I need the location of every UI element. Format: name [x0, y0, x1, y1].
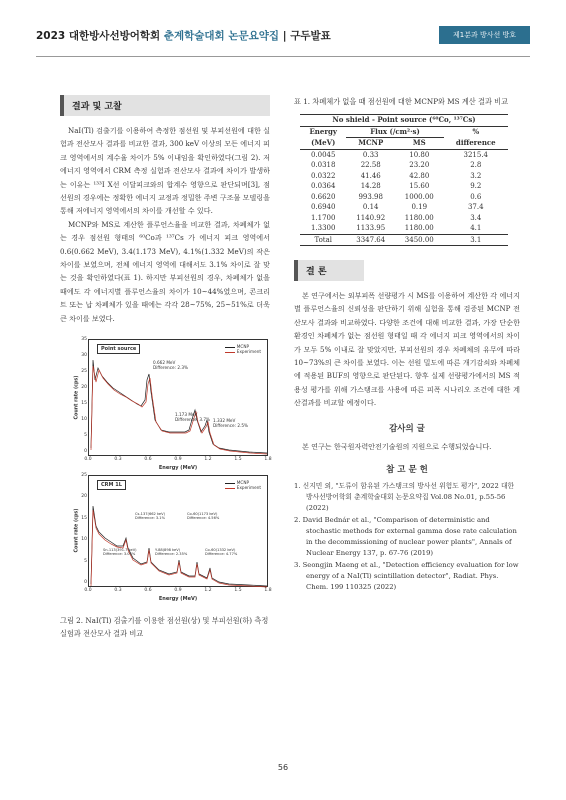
xtick: 0.6 [144, 588, 152, 594]
table-cell: 3.4 [470, 213, 482, 222]
xtick: 1.2 [204, 588, 212, 594]
section-tag: 제1분과 방사선 방호 [439, 26, 530, 44]
table-cell: 9.2 [470, 182, 482, 190]
figure-bottom-annotation-2: Co-60(1173 keV) Difference: 4.56% [187, 512, 220, 521]
xtick: 1.8 [264, 588, 272, 594]
table-header-flux: Flux (/cm²·s) [346, 126, 443, 138]
xtick: 0.3 [114, 588, 122, 594]
header-title-prefix: 2023 대한방사선방어학회 [36, 30, 164, 42]
figure-bottom-annotation-1: Cs-137(662 keV) Difference: 3.1% [135, 512, 166, 521]
figure-bottom-legend [225, 480, 261, 490]
figure-bottom-plot [74, 473, 268, 587]
table-cell: 3215.4 [463, 150, 489, 159]
table-cell: 1133.95 [356, 224, 386, 232]
table-row [300, 213, 508, 224]
table-cell: 41.46 [360, 171, 381, 180]
figure-bottom-ylabel: Count rate (cps) [74, 508, 80, 553]
xtick: 1.8 [264, 457, 272, 463]
refs-heading: 참 고 문 헌 [386, 465, 428, 476]
xtick: 1.5 [234, 588, 242, 594]
page-header [36, 26, 530, 46]
ytick: 25 [81, 369, 87, 375]
reference-list [294, 481, 520, 593]
ytick: 0 [84, 580, 87, 586]
table-cell: 1000.00 [404, 192, 434, 201]
table-header-energy: Energy [309, 126, 337, 136]
xtick: 0.0 [84, 457, 92, 463]
figure-bottom-box-label: CRM 1L [97, 480, 126, 490]
table-cell: 993.98 [358, 192, 383, 201]
table-cell: 1180.00 [404, 213, 434, 222]
mcnp-curve-top [91, 360, 267, 453]
table-cell: 0.0045 [310, 150, 336, 159]
figure-top-xticks [84, 456, 272, 465]
legend-exp-bottom [225, 485, 261, 490]
xtick: 0.3 [114, 457, 122, 463]
legend-exp-top-label: Experiment [236, 349, 261, 355]
ytick: 20 [81, 385, 87, 391]
legend-mcnp-top-label: MCNP [236, 344, 249, 350]
table-row [300, 202, 508, 213]
xtick: 0.6 [144, 457, 152, 463]
header-title-suffix: | 구두발표 [279, 30, 331, 42]
table-header-pct: % [472, 126, 480, 136]
table-cell: 42.80 [409, 171, 430, 180]
ytick: 10 [81, 417, 87, 423]
header-divider [36, 56, 530, 57]
ytick: 15 [81, 515, 87, 521]
reference-item: 3. Seongjin Maeng et al., "Detection efficiency evaluation for low energy of a NaI(Tl) scintillation detector", Radiat. Phys. Chem. 199 110325 (2022) [294, 561, 519, 592]
table-row [300, 223, 508, 234]
table-cell: 0.6620 [310, 192, 336, 201]
table-header-diff: difference [444, 138, 508, 150]
table-cell: 3.2 [470, 171, 482, 180]
figure-top-legend [225, 344, 261, 354]
figure-bottom-xlabel: Energy (MeV) [158, 596, 198, 603]
table-cell: 4.1 [470, 224, 482, 232]
table-cell: 3450.00 [395, 234, 444, 246]
legend-mcnp-bottom-label: MCNP [236, 480, 249, 486]
table-cell: 15.60 [409, 182, 430, 190]
experiment-curve-top [91, 366, 267, 454]
figure-top-xlabel: Energy (MeV) [158, 465, 198, 472]
table-title: No shield - Point source (⁶⁰Co, ¹³⁷Cs) [300, 115, 508, 127]
table-cell: 2.8 [470, 161, 482, 169]
reference-item: 1. 신지민 외, "도류이 함유된 가스탱크의 방사선 위험도 평가", 2022 대한방사선방어학회 춘계학술대회 논문요약집 Vol.08 No.01, p.55-56 (2022) [294, 482, 515, 513]
table-cell: 0.0364 [310, 182, 336, 190]
table-cell: 0.0322 [310, 171, 336, 180]
conclusion-heading: 결 론 [294, 260, 364, 281]
table-cell: 37.4 [467, 203, 484, 211]
figure-top-annotation-3: 1.332 MeV Difference: 2.5% [213, 418, 248, 429]
table-row [300, 192, 508, 203]
figure-top-svg [89, 340, 269, 457]
table-cell: 3347.64 [346, 234, 395, 246]
header-title [36, 28, 331, 43]
table-header-ms: MS [395, 138, 444, 150]
ytick: 35 [81, 337, 87, 343]
table-row [300, 181, 508, 192]
ytick: 15 [81, 401, 87, 407]
results-paragraph-2: MCNP와 MS로 계산한 플루언스율을 비교한 결과, 차폐체가 없는 경우 점선원 형태의 ⁶⁰Co과 ¹³⁷Cs 가 에너지 피크 영역에서 0.6(0.662 MeV), 3.4(1.173 MeV), 4.1%(1.332 MeV)의 작은 차이를 보였으며, 전체 에너지 영역에 대해서도 3.1% 차이로 잘 맞는 것을 확인하였다(표 1). 하지만 부피선원의 경우, 차폐체가 없을 때에도 각 에너지별 플루언스율의 차이가 10~44%였으며, 콘크리트 또는 납 차폐체가 있을 때에는 각각 28~75%, 25~51%로 더욱 큰 차이를 보였다. [60, 219, 270, 323]
page-number: 56 [277, 763, 289, 772]
figure-bottom-annotation-3: Sn-113(391.7 keV) Difference: 3.05% [103, 548, 137, 557]
table-row [300, 149, 508, 160]
ack-heading: 감사의 글 [389, 423, 425, 434]
ytick: 5 [84, 558, 87, 564]
figure-top-plot [74, 337, 268, 456]
table-cell: 0.19 [411, 203, 428, 211]
xtick: 0.9 [174, 457, 182, 463]
figure-bottom-xticks [84, 587, 272, 596]
table-cell: 1180.00 [404, 224, 434, 232]
legend-exp-top [225, 349, 261, 354]
table-header-mcnp: MCNP [346, 138, 395, 150]
table-row [300, 171, 508, 182]
figure-top [60, 339, 270, 471]
table-cell: 1140.92 [356, 213, 386, 222]
legend-exp-bottom-label: Experiment [236, 485, 261, 491]
ytick: 25 [81, 473, 87, 479]
figure-top-box-label: Point source [97, 344, 140, 354]
mcnp-curve-bottom [91, 506, 267, 586]
table-cell: 1.3300 [310, 224, 336, 232]
table-cell: 3.1 [444, 234, 508, 246]
table-cell: 0.6940 [310, 203, 336, 211]
table-cell: 0.6 [470, 192, 482, 201]
table-cell: Total [300, 234, 346, 246]
ytick: 5 [84, 433, 87, 439]
xtick: 0.0 [84, 588, 92, 594]
table-cell: 1.1700 [310, 213, 336, 222]
xtick: 0.9 [174, 588, 182, 594]
conclusion-paragraph: 본 연구에서는 외부피폭 선량평가 시 MS를 이용하여 계산한 각 에너지별 플루언스율의 신뢰성을 판단하기 위해 실험을 통해 검증된 MCNP 전산모사 결과와 비교하였다. 다양한 조건에 대해 비교한 결과, 가장 단순한 환경인 차폐체가 없는 점선원 형태일 때 각 에너지 피크 영역에서의 차이가 모두 5% 이내로 잘 맞았지만, 부피선원의 경우 차폐체의 유무에 따라 10~73%의 큰 차이를 보였다. 이는 선원 밀도에 따른 개기감쇠와 차폐체에 적용된 BUF의 영향으로 판단된다. 향후 실제 선량평가에서의 MS 적용성 평가를 위해 가스탱크를 사용에 따른 피폭 시나리오 조건에 대한 계산결과를 비교할 예정이다. [294, 291, 520, 408]
results-paragraph-1: NaI(Tl) 검출기를 이용하여 측정한 점선원 및 부피선원에 대한 실험과 전산모사 결과를 비교한 결과, 300 keV 이상의 모든 에너지 피크 영역에서의 계수율 차이가 5% 이내임을 확인하였다(그림 2). 저에너지 영역에서 CRM 측정 실험과 전산모사 결과에 차이가 발생하는 이유는 ¹³³I X선 이달피크와의 합계수 영향으로 판단되며[3], 점선원의 경우에는 정확한 에너지 교정과 정밀한 주변 구조물 모델링을 통해 저에너지 영역에서의 차이를 개선할 수 있다. [60, 126, 270, 216]
xtick: 1.5 [234, 457, 242, 463]
table-cell: 22.58 [360, 161, 381, 169]
table-row [300, 160, 508, 171]
comparison-table [300, 114, 508, 246]
reference-item: 2. David Bednár et al., "Comparison of deterministic and stochastic methods for external gamma dose rate calculation in the decommissioning of nuclear power plants", Annals of Nuclear Energy 137, p. 67-76 (2019) [294, 516, 517, 558]
xtick: 1.2 [204, 457, 212, 463]
figure-top-ylabel: Count rate (cps) [74, 375, 80, 420]
figure-caption: 그림 2. NaI(Tl) 검출기를 이용한 점선원(상) 및 부피선원(하) 측정 실험과 전산모사 결과 비교 [60, 616, 269, 639]
figure-bottom-annotation-5: Co-60(1332 keV) Difference: 4.77% [205, 548, 238, 557]
ytick: 0 [84, 449, 87, 455]
figure-bottom-annotation-4: Y-88(898 keV) Difference: 2.35% [155, 548, 188, 557]
ytick: 10 [81, 537, 87, 543]
table-total-row [300, 234, 508, 246]
figure-top-annotation-1: 0.662 MeV Difference: 2.3% [153, 360, 188, 371]
table-cell: 23.20 [409, 161, 430, 169]
table-cell: 0.14 [362, 203, 379, 211]
left-column [60, 95, 270, 640]
table-cell: 0.33 [362, 150, 379, 159]
figure-top-annotation-2: 1.173 MeV Difference: 3.7% [175, 412, 210, 423]
ytick: 30 [81, 353, 87, 359]
ack-paragraph: 본 연구는 한국원자력안전기술원의 지원으로 수행되었습니다. [302, 441, 492, 451]
table-cell: 10.80 [409, 150, 430, 159]
table-cell: 0.0318 [310, 161, 336, 169]
table-caption: 표 1. 차폐체가 없을 때 점선원에 대한 MCNP와 MS 계산 결과 비교 [294, 97, 509, 106]
right-column [294, 95, 520, 594]
results-heading: 결과 및 고찰 [60, 95, 270, 116]
table-header-mev: (MeV) [300, 138, 346, 150]
figure-bottom-svg [89, 476, 269, 588]
figure-bottom [60, 475, 270, 602]
ytick: 20 [81, 494, 87, 500]
table-cell: 14.28 [360, 182, 381, 190]
header-title-accent: 춘계학술대회 논문요약집 [163, 30, 280, 42]
